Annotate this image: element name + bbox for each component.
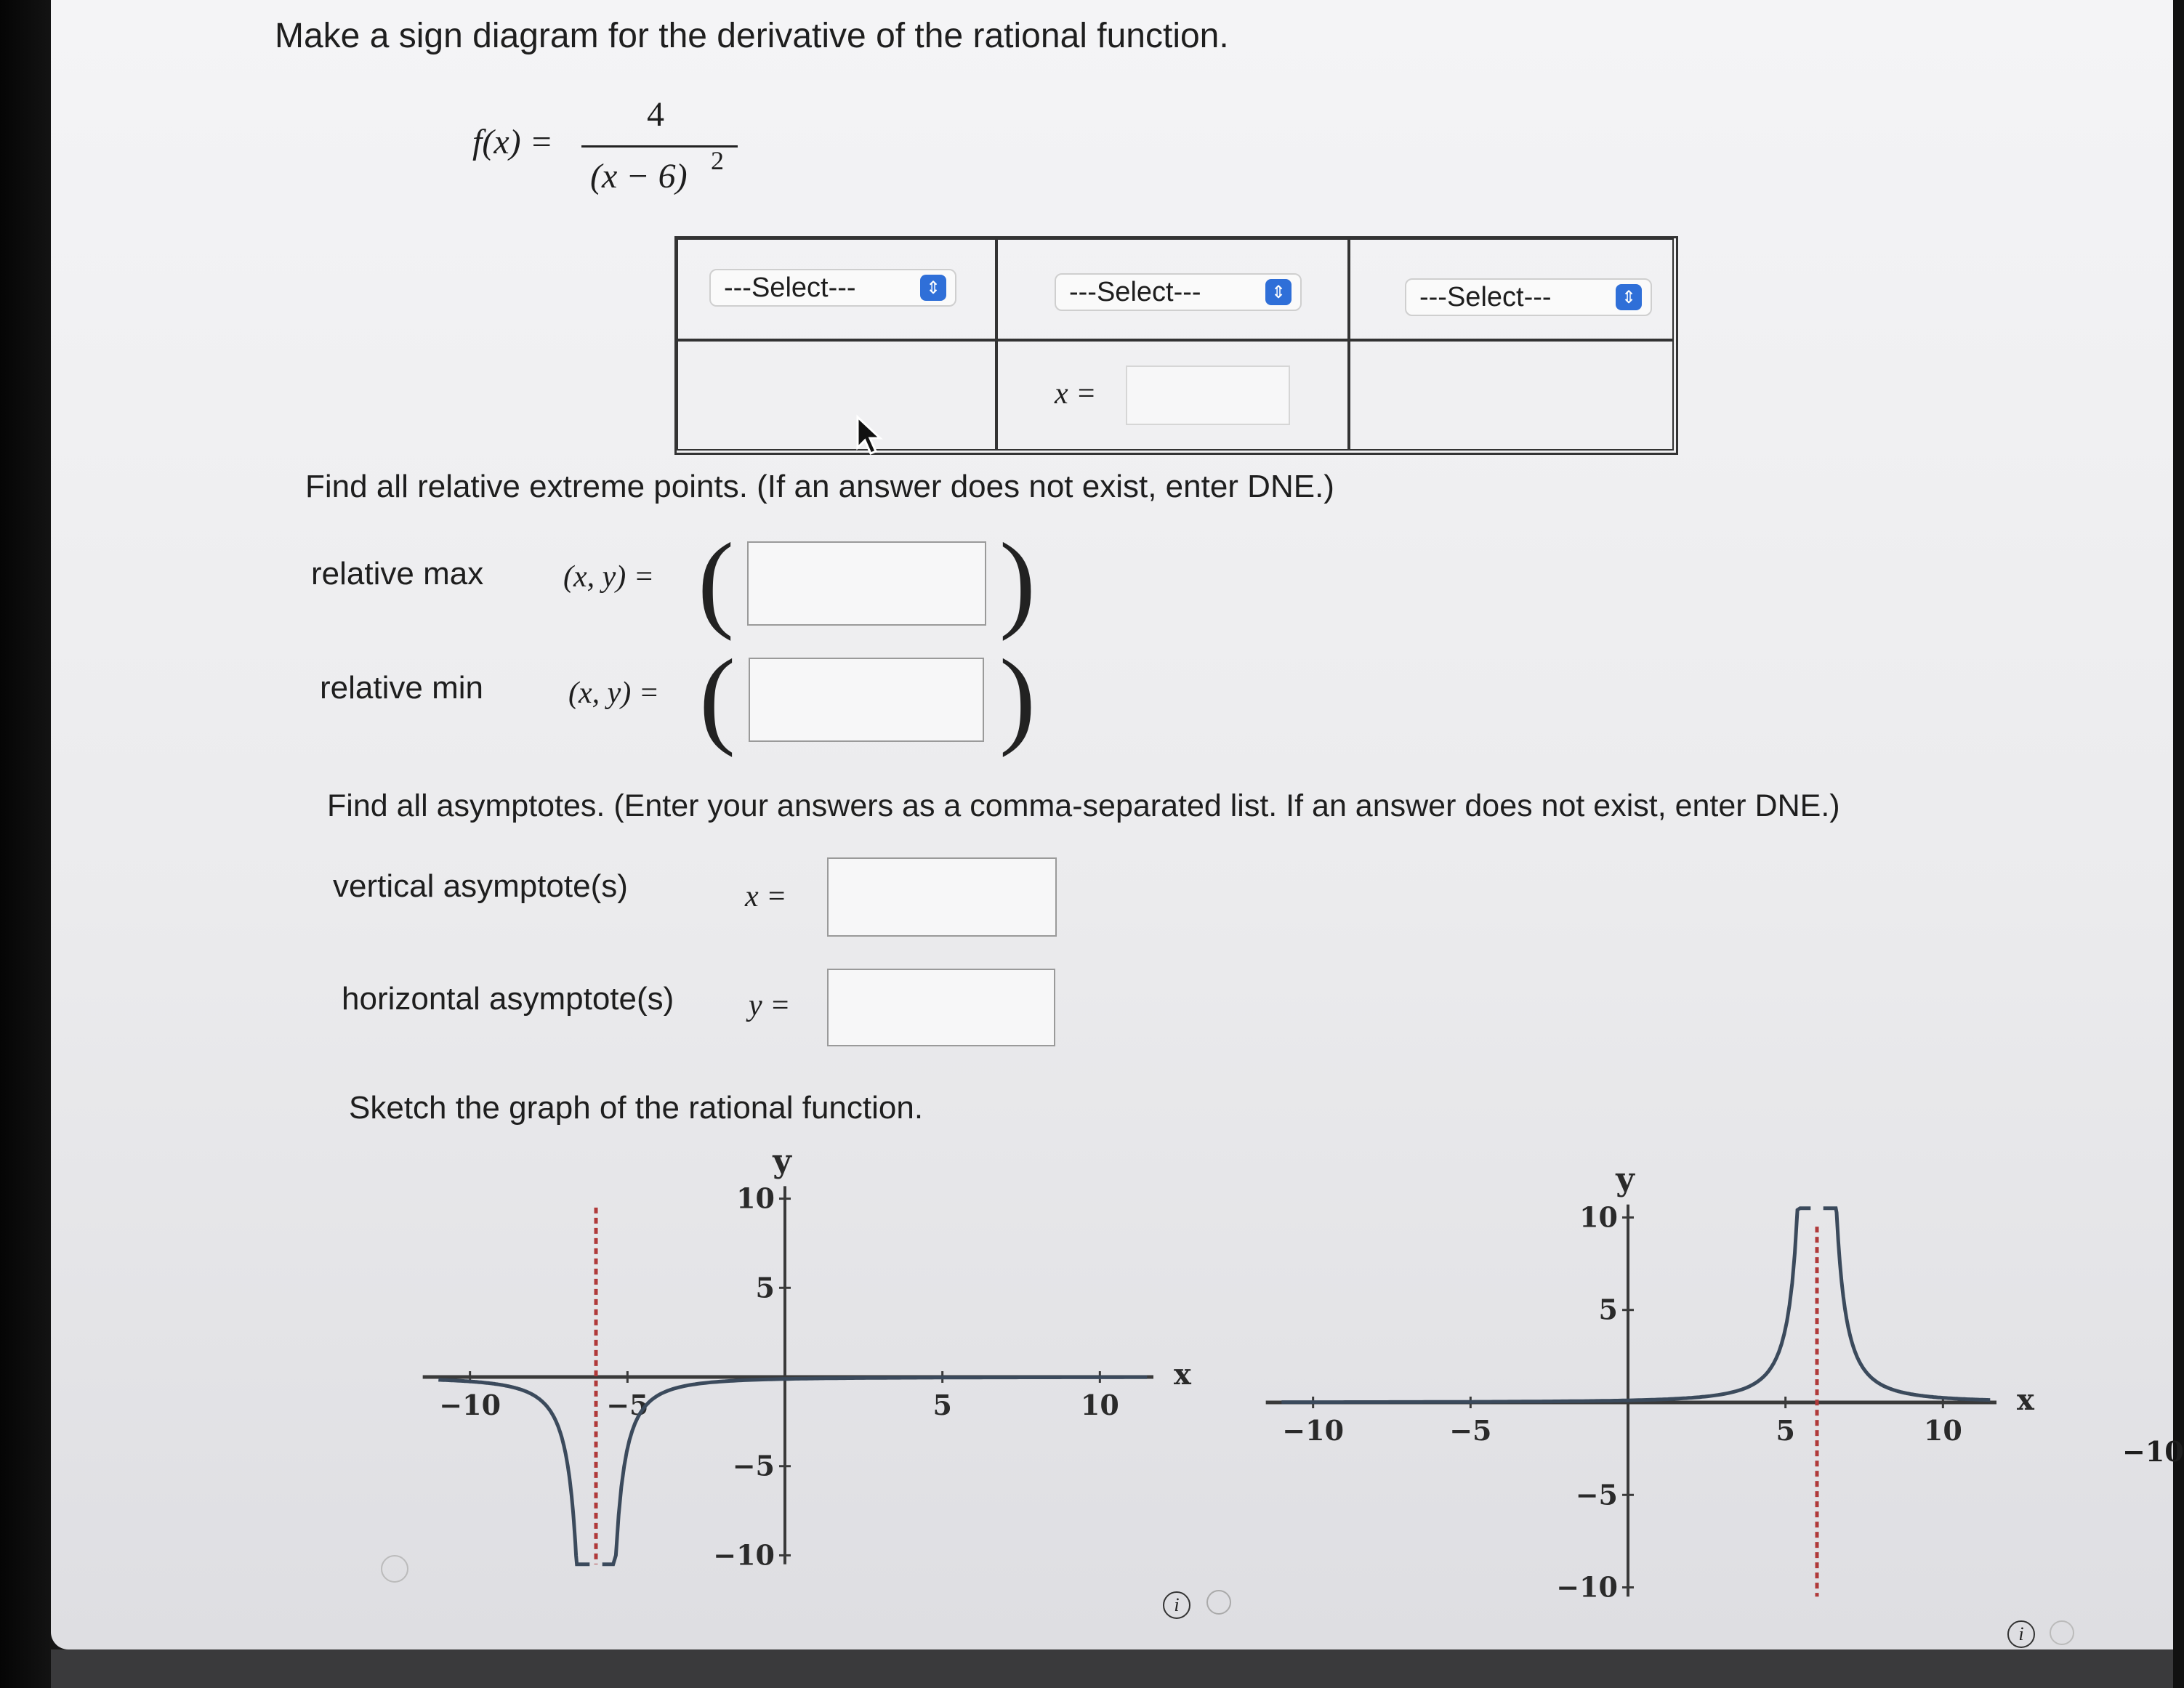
relative-min-label: relative min [320,670,483,706]
sign-select-3-label: ---Select--- [1419,281,1552,312]
critical-x-label: x = [1055,377,1097,411]
horizontal-asymptote-input[interactable] [827,969,1055,1046]
relative-max-close-paren: ) [999,521,1036,642]
y-tick-label: 10 [1579,1200,1618,1234]
x-tick-label: −5 [1449,1414,1492,1447]
x-axis-label: x [2017,1383,2034,1417]
function-denominator: (x − 6) [590,157,688,195]
chevron-updown-icon: ⇕ [1616,284,1642,310]
chevron-updown-icon: ⇕ [920,275,946,301]
vertical-asymptote-var: x = [745,880,787,913]
mouse-cursor-icon [856,416,885,456]
relative-max-input[interactable] [747,541,986,626]
bottom-shade [51,1649,2173,1688]
y-axis-label: y [1616,1160,1635,1198]
relative-min-input[interactable] [749,658,984,742]
graph-option-1-radio-2[interactable] [1206,1590,1231,1615]
sign-select-2-label: ---Select--- [1069,276,1201,307]
info-icon-glyph: i [1174,1594,1180,1615]
extrema-prompt: Find all relative extreme points. (If an answer does not exist, enter DNE.) [305,469,1334,504]
relative-min-xy-label: (x, y) = [568,677,660,710]
relative-min-close-paren: ) [999,637,1036,758]
curve-left-branch [1281,1208,1810,1402]
graph-option-2-radio[interactable] [2050,1620,2074,1645]
relative-max-open-paren: ( [698,521,734,642]
vertical-asymptote-label: vertical asymptote(s) [333,868,628,904]
critical-x-input[interactable] [1126,366,1290,425]
relative-max-xy-label: (x, y) = [563,560,655,594]
interval-cell-3 [1349,340,1674,451]
y-tick-label: 10 [736,1182,775,1215]
y-tick-label: −5 [732,1449,775,1482]
y-tick-label: −10 [1556,1570,1618,1604]
partial-graph-tick-label: −10 [2122,1435,2184,1468]
graph-option-2[interactable] [1228,1160,2064,1635]
horizontal-asymptote-label: horizontal asymptote(s) [342,981,674,1017]
x-tick-label: −5 [606,1389,649,1421]
y-axis-label: y [773,1142,791,1180]
vertical-asymptote-input[interactable] [827,857,1057,937]
horizontal-asymptote-var: y = [749,989,791,1022]
info-icon[interactable] [1163,1591,1190,1619]
interval-cell-1 [677,340,996,451]
function-lhs: f(x) = [472,123,553,161]
sign-select-2[interactable] [1055,273,1302,311]
sign-select-1[interactable] [709,269,956,307]
y-tick-label: −10 [713,1538,775,1572]
info-icon[interactable] [2007,1620,2035,1648]
curve-right-branch [603,1377,1148,1564]
y-tick-label: 5 [755,1271,775,1304]
x-tick-label: −10 [1282,1414,1345,1447]
chevron-updown-icon: ⇕ [1265,279,1292,305]
relative-max-label: relative max [311,556,484,591]
y-tick-label: 5 [1598,1293,1618,1326]
sign-select-3[interactable] [1405,278,1652,316]
curve-right-branch [1824,1208,1991,1400]
sign-diagram-table [674,236,1678,455]
function-numerator: 4 [647,95,664,134]
sketch-prompt: Sketch the graph of the rational function. [349,1090,924,1126]
x-tick-label: 10 [1080,1389,1119,1421]
x-tick-label: −10 [439,1389,501,1421]
info-icon-glyph: i [2018,1623,2024,1644]
x-axis-label: x [1174,1357,1191,1392]
graph-option-1-radio[interactable] [381,1555,408,1583]
asymptote-prompt: Find all asymptotes. (Enter your answers as a comma-separated list. If an answer does not exist, enter DNE.) [327,788,1840,823]
sign-select-1-label: ---Select--- [724,272,856,303]
function-exponent: 2 [711,146,724,175]
question-title: Make a sign diagram for the derivative of the rational function. [275,17,1229,55]
x-tick-label: 5 [932,1389,952,1421]
relative-min-open-paren: ( [699,637,736,758]
x-tick-label: 5 [1776,1414,1795,1447]
x-tick-label: 10 [1923,1414,1962,1447]
y-tick-label: −5 [1575,1478,1618,1511]
graph-option-1[interactable] [385,1144,1206,1602]
